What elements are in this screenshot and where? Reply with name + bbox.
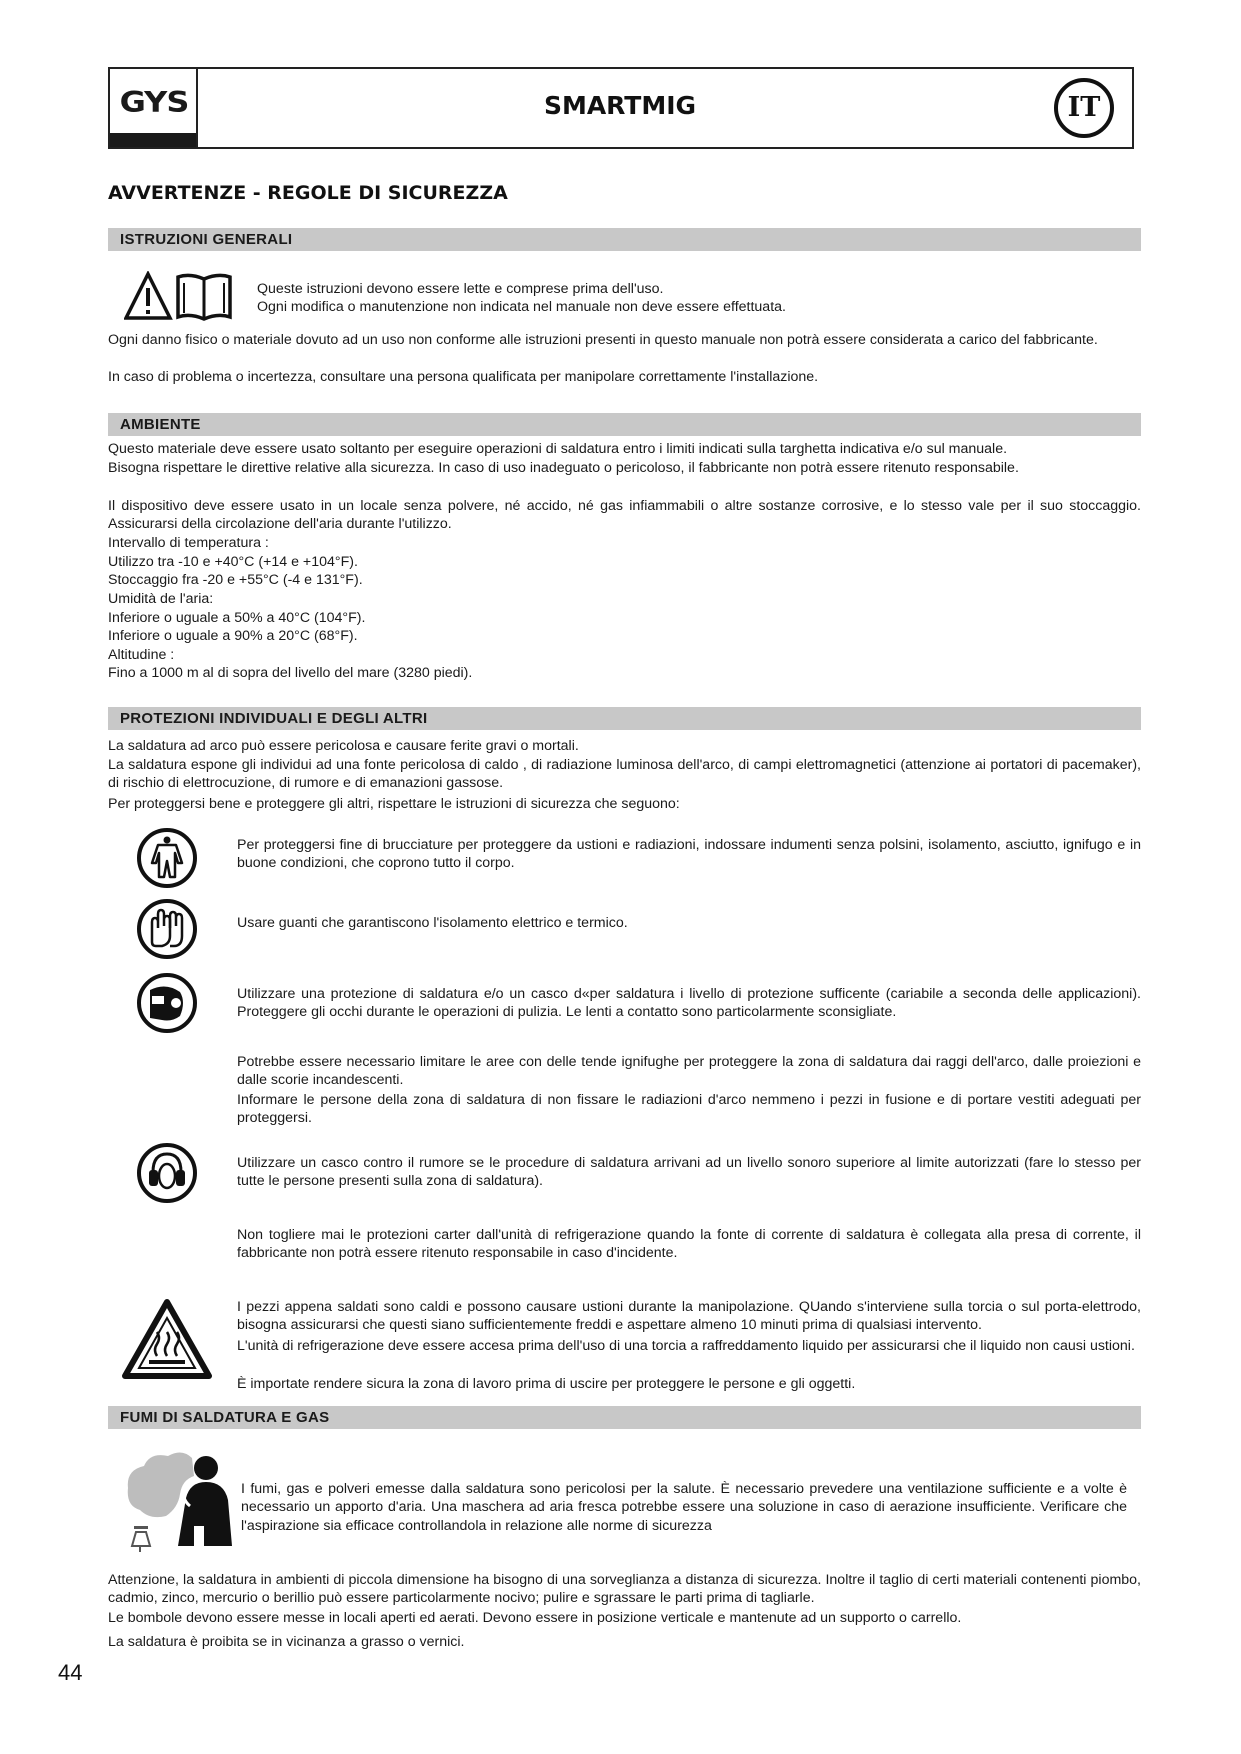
- protection-hot-text-3: È importate rendere sicura la zona di lavoro prima di uscire per proteggere le persone e gli oggetti.: [237, 1376, 856, 1392]
- protective-clothing-icon: [136, 827, 198, 889]
- section-bar-environment: AMBIENTE: [108, 413, 1141, 436]
- document-title: SMARTMIG: [543, 91, 697, 120]
- environment-line: Inferiore o uguale a 50% a 40°C (104°F).: [108, 610, 366, 626]
- environment-line: Inferiore o uguale a 90% a 20°C (68°F).: [108, 628, 358, 644]
- protection-helmet-text: Utilizzare una protezione di saldatura e/o un casco d«per saldatura i livello di protezione sufficente (cariabile a seconda delle applicazioni). Proteggere gli occhi durante le operazioni di pulizia. Le lenti a contatto sono particolarmente sconsigliate.: [237, 986, 1141, 1021]
- page-header: [108, 67, 1134, 149]
- warning-manual-icon: [124, 271, 234, 323]
- environment-paragraph-2: Bisogna rispettare le direttive relative alla sicurezza. In caso di uso inadeguato o pericoloso, il fabbricante non potrà essere ritenuto responsabile.: [108, 460, 1019, 476]
- environment-line: Altitudine :: [108, 647, 175, 663]
- protection-carter-text: Non togliere mai le protezioni carter dall'unità di refrigerazione quando la fonte di corrente di saldatura è collegata alla presa di corrente, il fabbricante non potrà essere ritenuto responsabile in caso d'incidente.: [237, 1227, 1141, 1262]
- environment-line: Fino a 1000 m al di sopra del livello del mare (3280 piedi).: [108, 665, 473, 681]
- protection-clothing-text: Per proteggersi fine di brucciature per proteggere da ustioni e radiazioni, indossare indumenti senza polsini, isolamento, asciutto, ignifugo e in buone condizioni, che coprono tutto il corpo.: [237, 837, 1141, 872]
- section-bar-protection: PROTEZIONI INDIVIDUALI E DEGLI ALTRI: [108, 707, 1141, 730]
- environment-line: Intervallo di temperatura :: [108, 535, 269, 551]
- protection-curtains-text: Potrebbe essere necessario limitare le aree con delle tende ignifughe per proteggere la zona di saldatura dai raggi dell'arco, dalle proiezioni e dalle scorie incandescenti.: [237, 1054, 1141, 1089]
- environment-paragraph-3: Il dispositivo deve essere usato in un locale senza polvere, né accido, né gas infiammabili o altre sostanze corrosive, e lo stesso vale per il suo stoccaggio. Assicurarsi della circolazione dell'aria durante l'utilizzo.: [108, 498, 1141, 533]
- main-heading: AVVERTENZE - REGOLE DI SICUREZZA: [108, 182, 508, 204]
- protection-hot-text-2: L'unità di refrigerazione deve essere accesa prima dell'uso di una torcia a raffreddamento liquido per assicurarsi che il liquido non causi ustioni.: [237, 1338, 1135, 1354]
- section-bar-fumes: FUMI DI SALDATURA E GAS: [108, 1406, 1141, 1429]
- protection-inform-text: Informare le persone della zona di saldatura di non fissare le radiazioni d'arco nemmeno i pezzi in fusione e di portare vestiti adeguati per proteggersi.: [237, 1092, 1141, 1127]
- environment-line: Umidità de l'aria:: [108, 591, 214, 607]
- environment-line: Stoccaggio fra -20 e +55°C (-4 e 131°F).: [108, 572, 363, 588]
- general-icon-text-1: Queste istruzioni devono essere lette e comprese prima dell'uso.: [257, 281, 664, 297]
- welding-helmet-icon: [136, 972, 198, 1034]
- section-bar-general: ISTRUZIONI GENERALI: [108, 228, 1141, 251]
- page-number: 44: [58, 1660, 83, 1685]
- language-badge: IT: [1054, 78, 1114, 138]
- general-paragraph-1: Ogni danno fisico o materiale dovuto ad un uso non conforme alle istruzioni presenti in questo manuale non potrà essere considerata a carico del fabbricante.: [108, 332, 1098, 348]
- environment-line: Utilizzo tra -10 e +40°C (+14 e +104°F).: [108, 554, 358, 570]
- fumes-icon-text: I fumi, gas e polveri emesse dalla saldatura sono pericolosi per la salute. È necessario prevedere una ventilazione sufficiente e a volte è necessario un apporto d'aria. Una maschera ad aria fresca potrebbe essere una soluzione in caso di aerazione insufficiente. Verificare che l'aspirazione sia efficace controllandola in relazione alle norme di sicurezza: [241, 1481, 1127, 1534]
- protection-noise-text: Utilizzare un casco contro il rumore se le procedure di saldatura arrivani ad un livello sonoro superiore al limite autorizzati (fare lo stesso per tutte le persone presenti sulla zona di saldatura).: [237, 1155, 1141, 1190]
- hot-surface-warning-icon: [121, 1298, 213, 1380]
- protection-paragraph-3: Per proteggersi bene e proteggere gli altri, rispettare le istruzioni di sicurezza che seguono:: [108, 796, 680, 812]
- gys-logo: [110, 69, 198, 147]
- protective-gloves-icon: [136, 898, 198, 960]
- protection-hot-text-1: I pezzi appena saldati sono caldi e possono causare ustioni durante la manipolazione. QUando s'interviene sulla torcia o sul porta-elettrodo, bisogna assicurarsi che questi siano sufficientemente freddi e aspettare almeno 10 minuti prima di qualsiasi intervento.: [237, 1299, 1141, 1334]
- fumes-paragraph-2: Le bombole devono essere messe in locali aperti ed aerati. Devono essere in posizione verticale e mantenute ad un supporto o carrello.: [108, 1610, 962, 1626]
- environment-paragraph-1: Questo materiale deve essere usato soltanto per eseguire operazioni di saldatura entro i limiti indicati sulla targhetta indicativa e/o sul manuale.: [108, 441, 1008, 457]
- protection-paragraph-1: La saldatura ad arco può essere pericolosa e causare ferite gravi o mortali.: [108, 738, 579, 754]
- fumes-paragraph-1: Attenzione, la saldatura in ambienti di piccola dimensione ha bisogno di una sorveglianza a distanza di sicurezza. Inoltre il taglio di certi materiali contenenti piombo, cadmio, zinco, mercurio o berillio può essere particolarmente nocivo; pulire e sgrassare le parti prima di tagliarle.: [108, 1572, 1141, 1607]
- hearing-protection-icon: [136, 1142, 198, 1204]
- logo-text: GYS: [119, 84, 189, 120]
- fumes-paragraph-3: La saldatura è proibita se in vicinanza a grasso o vernici.: [108, 1634, 465, 1650]
- protection-gloves-text: Usare guanti che garantiscono l'isolamento elettrico e termico.: [237, 915, 628, 931]
- general-icon-text-2: Ogni modifica o manutenzione non indicata nel manuale non deve essere effettuata.: [257, 299, 786, 315]
- welding-fumes-icon: [120, 1446, 236, 1556]
- protection-paragraph-2: La saldatura espone gli individui ad una fonte pericolosa di caldo , di radiazione luminosa dell'arco, di campi elettromagnetici (attenzione ai portatori di pacemaker), di rischio di elettrocuzione, di rumore e di emanazioni gassose.: [108, 757, 1141, 792]
- general-paragraph-2: In caso di problema o incertezza, consultare una persona qualificata per manipolare correttamente l'installazione.: [108, 369, 819, 385]
